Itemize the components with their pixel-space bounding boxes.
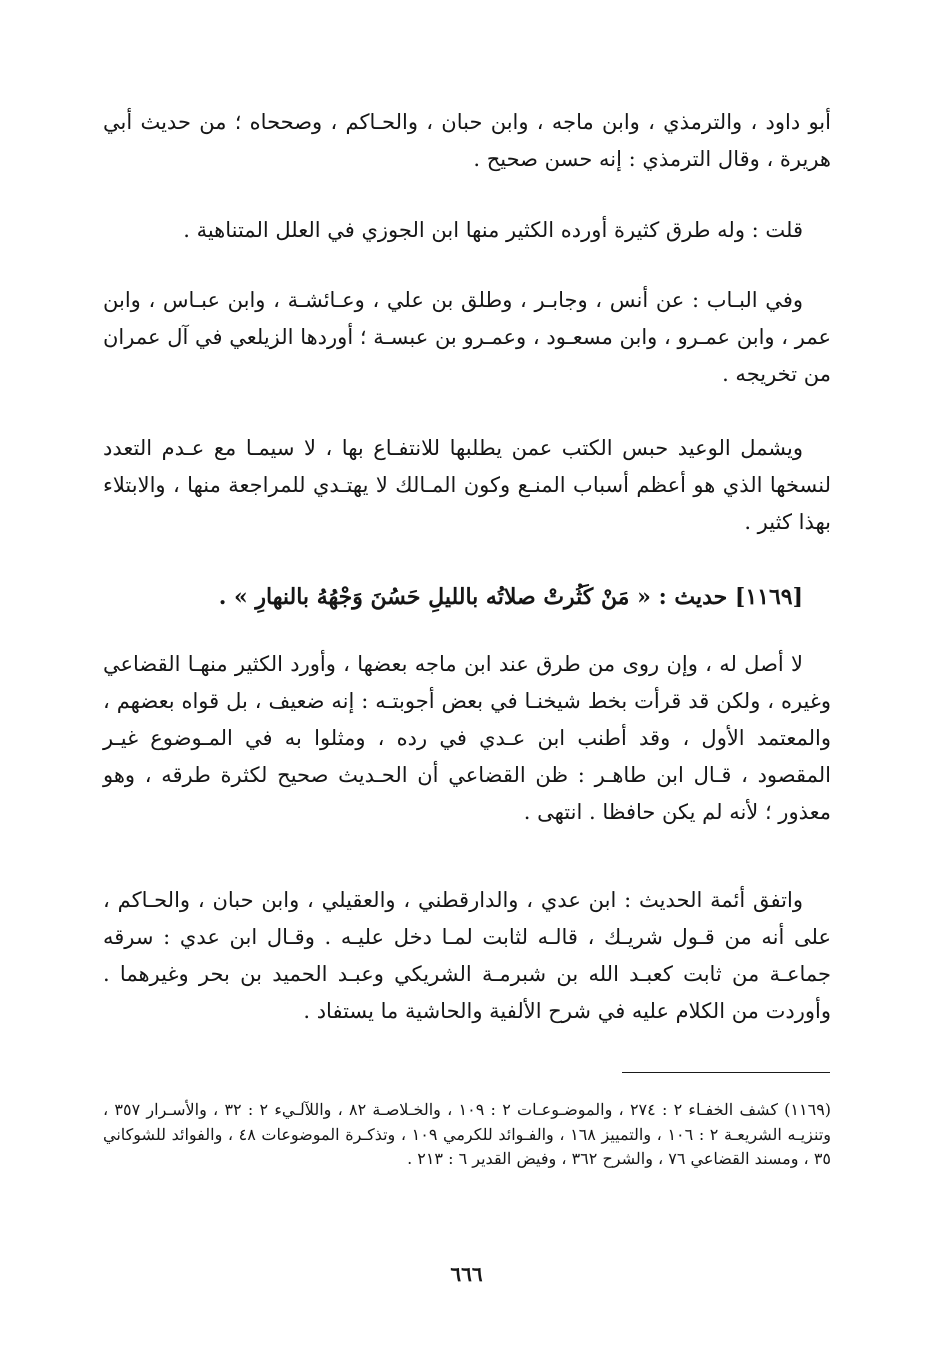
hadith-number: [١١٦٩] — [734, 584, 803, 610]
paragraph-author-comment: قلت : وله طرق كثيرة أورده الكثير منها ابن الجوزي في العلل المتناهية . — [183, 218, 803, 242]
footnote-separator — [622, 1072, 830, 1073]
page-number: ٦٦٦ — [450, 1262, 483, 1286]
paragraph-related-narrations: وفي البـاب : عن أنس ، وجابـر ، وطلق بن علي ، وعـائشـة ، وابن عبـاس ، وابن عمر ، وابن عمـرو ، وابن مسعـود ، وعمـرو بن عبسـة ؛ أوردها الزيلعي في آل عمران من تخريجه . — [103, 288, 831, 386]
paragraph-warning-books: ويشمل الوعيد حبس الكتب عمن يطلبها للانتفـاع بها ، لا سيمـا مع عـدم التعدد لنسخها الذي هو أعظم أسباب المنـع وكون المـالك لا يهتـدي للمراجعة منها ، والابتلاء بهذا كثير . — [103, 436, 831, 534]
paragraph-scholars-agreement: واتفق أئمة الحديث : ابن عدي ، والدارقطني ، والعقيلي ، وابن حبان ، والحـاكم ، على أنه من قـول شريـك ، قالـه لثابت لمـا دخل عليـه . وقـال ابن عدي : سرقه جماعـة من ثابت كعبـد الله بن شبرمـة الشريكي وعبـد الحميد بن بحر وغيرهما . وأوردت من الكلام عليه في شرح الألفية والحاشية ما يستفاد . — [103, 888, 831, 1023]
paragraph-hadith-ruling: لا أصل له ، وإن روى من طرق عند ابن ماجه بعضها ، وأورد الكثير منهـا القضاعي وغيره ، ولكن قد قرأت بخط شيخنـا في بعض أجوبتـه : إنه ضعيف ، بل قواه بعضهم ، والمعتمد الأول ، وقد أطنب ابن عـدي في رده ، ومثلوا به في المـوضوع غيـر المقصود ، قـال ابن طاهـر : ظن القضاعي أن الحـديث صحيح لكثرة طرقه ، وهو معذور ؛ لأنه لم يكن حافظا . انتهى . — [103, 652, 831, 824]
paragraph-hadith-sources: أبو داود ، والترمذي ، وابن ماجه ، وابن حبان ، والحـاكم ، وصححاه ؛ من حديث أبي هريرة ، وقال الترمذي : إنه حسن صحيح . — [103, 110, 831, 171]
hadith-text: « مَنْ كَثُرتْ صلاتُه بالليلِ حَسُنَ وَجْهُهُ بالنهارِ » . — [218, 584, 651, 610]
hadith-label: حديث : — [658, 584, 728, 610]
hadith-heading — [103, 579, 831, 616]
footnote-references: (١١٦٩) كشف الخفـاء ٢ : ٢٧٤ ، والموضـوعـات ٢ : ١٠٩ ، والخـلاصـة ٨٢ ، واللآلـيء ٢ : ٣٢ ، والأسـرار ٣٥٧ ، وتنزيـه الشريعـة ٢ : ١٠٦ ، والتمييز ١٦٨ ، والفـوائد للكرمي ١٠٩ ، وتذكـرة الموضوعات ٤٨ ، والفوائد للشوكاني ٣٥ ، ومسند القضاعي ٧٦ ، والشرح ٣٦٢ ، وفيض القدير ٦ : ٢١٣ . — [103, 1100, 832, 1168]
